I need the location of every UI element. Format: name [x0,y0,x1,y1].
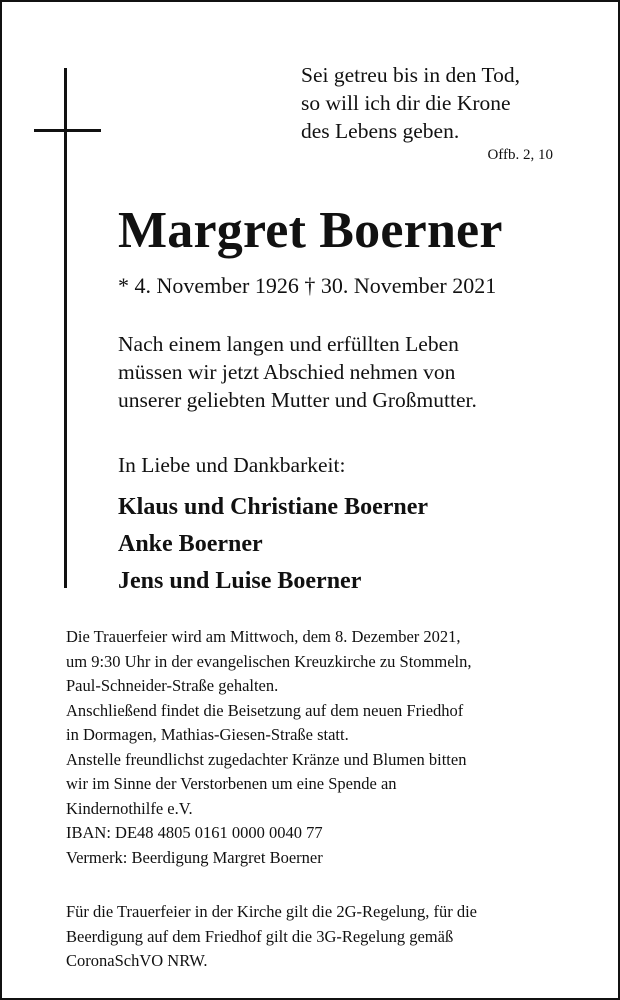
info-line: Kindernothilfe e.V. [66,798,193,818]
deceased-name: Margret Boerner [118,202,503,259]
info-line: IBAN: DE48 4805 0161 0000 0040 77 [66,823,323,842]
notice-line: Beerdigung auf dem Friedhof gilt die 3G-Regelung gemäß [66,926,454,946]
verse-reference: Offb. 2, 10 [487,147,553,163]
intro-text [118,330,477,414]
info-line: wir im Sinne der Verstorbenen um eine Spende an [66,774,397,793]
verse-line: Sei getreu bis in den Tod, [301,63,521,87]
notice-line: Für die Trauerfeier in der Kirche gilt die 2G-Regelung, für die [66,902,478,921]
notice-line: CoronaSchVO NRW. [66,951,208,970]
info-line: um 9:30 Uhr in der evangelischen Kreuzkirche zu Stommeln, [66,651,472,671]
family-member: Anke Boerner [118,531,263,557]
intro-line: unserer geliebten Mutter und Großmutter. [118,388,477,412]
info-line: in Dormagen, Mathias-Giesen-Straße statt. [66,725,349,744]
corona-notice [66,900,586,974]
cross-icon-vertical [64,68,67,588]
family-member: Klaus und Christiane Boerner [118,494,429,520]
life-dates: * 4. November 1926 † 30. November 2021 [118,273,497,298]
info-line: Anschließend findet die Beisetzung auf dem neuen Friedhof [66,700,464,720]
verse-line: des Lebens geben. [301,119,460,143]
bible-verse [301,61,601,145]
info-line: Die Trauerfeier wird am Mittwoch, dem 8. Dezember 2021, [66,627,461,646]
info-line: Paul-Schneider-Straße gehalten. [66,676,279,695]
thanks-line: In Liebe und Dankbarkeit: [118,453,346,477]
info-line: Vermerk: Beerdigung Margret Boerner [66,847,323,867]
intro-line: müssen wir jetzt Abschied nehmen von [118,360,456,384]
cross-icon-horizontal [34,129,101,132]
verse-line: so will ich dir die Krone [301,91,511,115]
family-list [118,489,428,600]
service-info [66,625,586,870]
intro-line: Nach einem langen und erfüllten Leben [118,332,459,356]
info-line: Anstelle freundlichst zugedachter Kränze und Blumen bitten [66,749,467,769]
family-member: Jens und Luise Boerner [118,568,362,594]
